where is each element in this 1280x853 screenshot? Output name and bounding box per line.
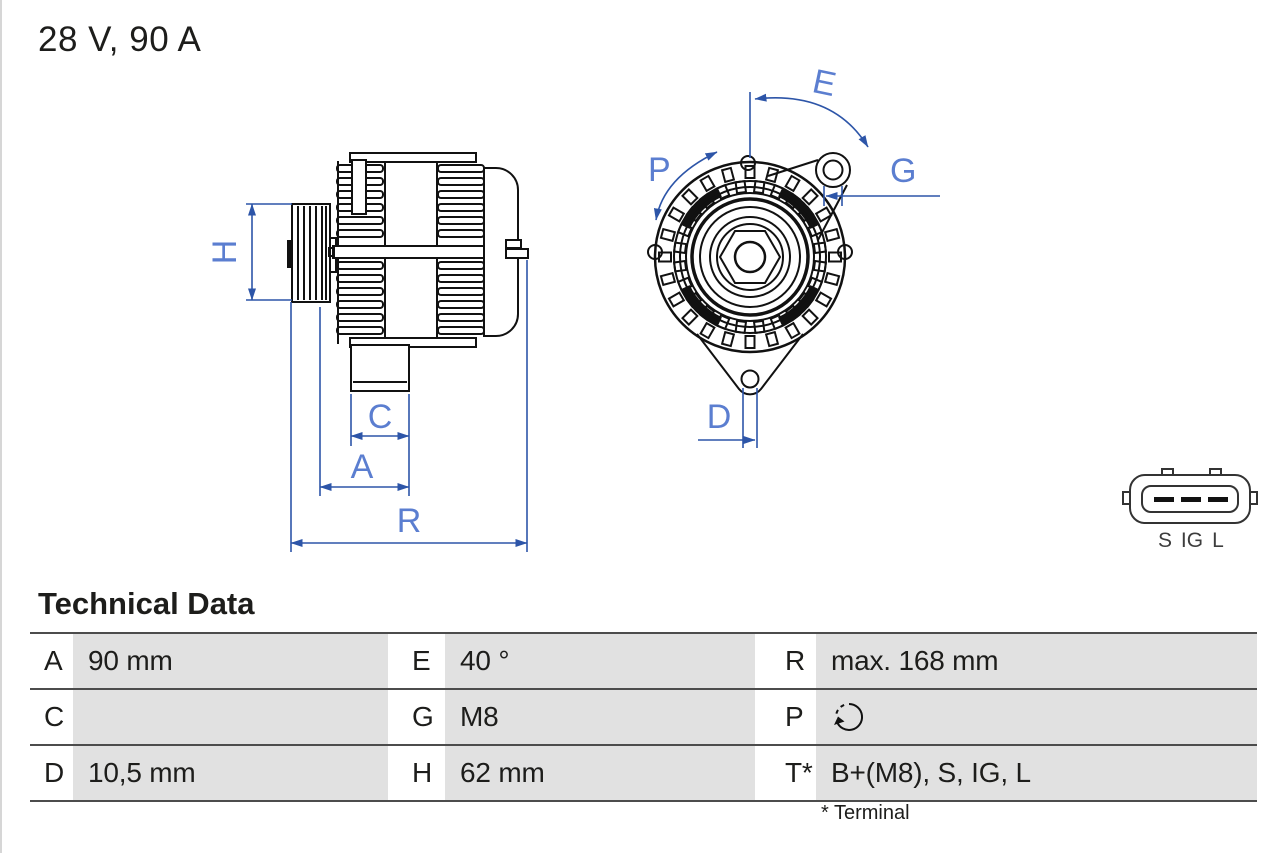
top-rail [350, 153, 476, 162]
spec-key-R: R [755, 634, 816, 688]
dimension-label-G: G [890, 152, 917, 190]
table-row [30, 632, 1257, 688]
spec-key-H: H [388, 746, 445, 800]
side-view-diagram [200, 140, 545, 565]
page-title: 28 V, 90 A [38, 20, 202, 59]
rotation-direction-icon [831, 699, 867, 735]
spec-value-C [73, 690, 388, 744]
spec-value-R: max. 168 mm [816, 634, 1257, 688]
pulley [292, 204, 330, 302]
spec-key-P: P [755, 690, 816, 744]
spec-value-A: 90 mm [73, 634, 388, 688]
spec-key-G: G [388, 690, 445, 744]
through-bolt [333, 246, 486, 258]
dimension-label-A: A [350, 448, 374, 486]
pin-label-IG: IG [1180, 529, 1204, 552]
table-row [30, 688, 1257, 744]
technical-data-heading: Technical Data [38, 586, 255, 621]
alternator-front-view [648, 153, 852, 394]
connector-diagram [1118, 458, 1268, 553]
dimension-label-C: C [367, 398, 393, 436]
dimension-label-E: E [809, 62, 840, 105]
dimension-E-arc [755, 98, 868, 147]
table-row [30, 744, 1257, 802]
spec-key-A: A [30, 634, 73, 688]
spec-value-H: 62 mm [445, 746, 755, 800]
terminal-footnote: * Terminal [821, 802, 910, 824]
b-plus-terminal [506, 240, 521, 248]
technical-data-table [30, 632, 1257, 802]
spec-value-D: 10,5 mm [73, 746, 388, 800]
spec-key-C: C [30, 690, 73, 744]
spec-key-T: T* [755, 746, 816, 800]
front-view-diagram [600, 60, 955, 465]
spec-key-D: D [30, 746, 73, 800]
bottom-lug [697, 334, 803, 394]
shaft-nut [720, 231, 780, 283]
spec-value-T: B+(M8), S, IG, L [816, 746, 1257, 800]
pin-label-S: S [1157, 529, 1173, 552]
spec-key-E: E [388, 634, 445, 688]
dimension-label-D: D [706, 398, 732, 436]
pin-label-L: L [1212, 529, 1224, 552]
spec-value-G: M8 [445, 690, 755, 744]
dimension-label-R: R [396, 502, 422, 540]
brush-holder [352, 160, 366, 214]
connector-pins [1154, 497, 1228, 502]
spec-value-E: 40 ° [445, 634, 755, 688]
dimension-label-P: P [648, 151, 671, 189]
dimension-label-H: H [206, 239, 244, 265]
mounting-foot [351, 345, 409, 391]
spec-value-P [816, 690, 1257, 744]
alternator-side-view [288, 153, 528, 391]
